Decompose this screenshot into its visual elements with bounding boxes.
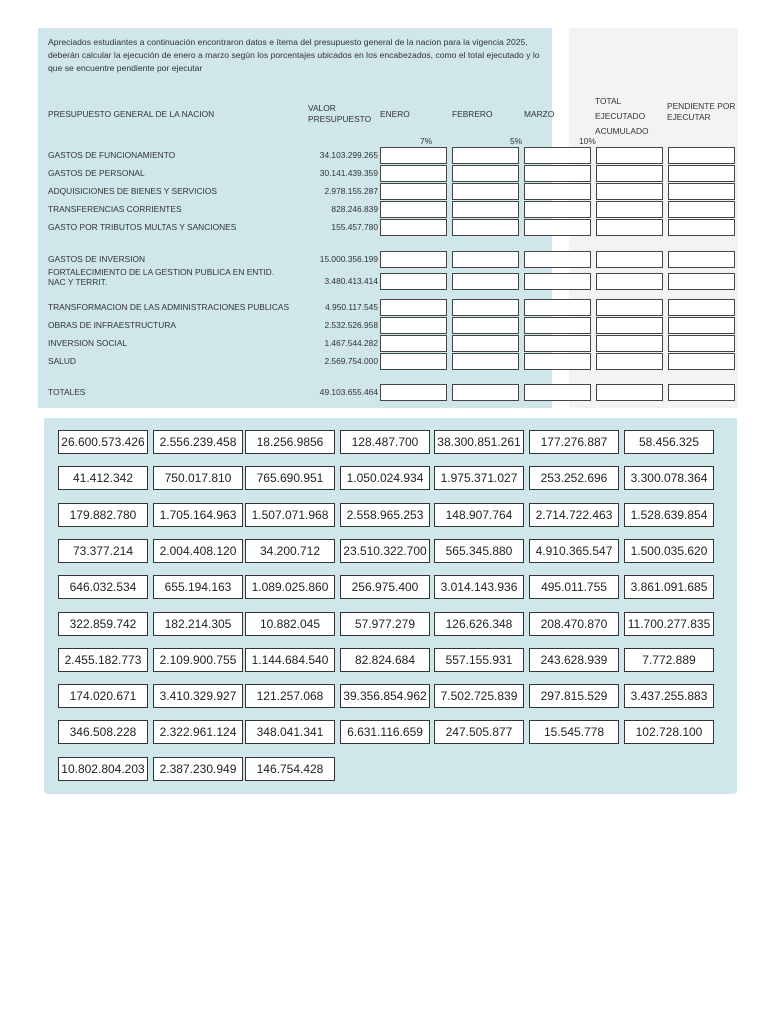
percent-febrero: 5% [510, 136, 523, 146]
answer-card[interactable]: 15.545.778 [529, 720, 619, 744]
answer-input-cell[interactable] [524, 251, 591, 268]
answer-card[interactable]: 565.345.880 [434, 539, 524, 563]
answer-input-cell[interactable] [452, 201, 519, 218]
row-value: 155.457.780 [331, 222, 378, 232]
row-label: OBRAS DE INFRAESTRUCTURA [48, 320, 176, 330]
answer-card[interactable]: 2.004.408.120 [153, 539, 243, 563]
answer-input-cell[interactable] [668, 251, 735, 268]
answer-input-cell[interactable] [452, 299, 519, 316]
answer-input-cell[interactable] [524, 147, 591, 164]
answer-card[interactable]: 1.500.035.620 [624, 539, 714, 563]
answer-card[interactable]: 2.387.230.949 [153, 757, 243, 781]
answer-card[interactable]: 7.502.725.839 [434, 684, 524, 708]
answer-card[interactable]: 102.728.100 [624, 720, 714, 744]
row-label: GASTO POR TRIBUTOS MULTAS Y SANCIONES [48, 222, 237, 232]
answer-input-cell[interactable] [380, 273, 447, 290]
answer-input-cell[interactable] [596, 353, 663, 370]
answer-card[interactable]: 57.977.279 [340, 612, 430, 636]
answer-card[interactable]: 1.507.071.968 [245, 503, 335, 527]
answer-card[interactable]: 348.041.341 [245, 720, 335, 744]
answer-card[interactable]: 1.705.164.963 [153, 503, 243, 527]
answer-input-cell[interactable] [452, 273, 519, 290]
answer-card[interactable]: 655.194.163 [153, 575, 243, 599]
answer-input-cell[interactable] [380, 147, 447, 164]
answer-input-cell[interactable] [380, 165, 447, 182]
answer-input-cell[interactable] [380, 317, 447, 334]
answer-card[interactable]: 7.772.889 [624, 648, 714, 672]
answer-card[interactable]: 1.975.371.027 [434, 466, 524, 490]
answer-card[interactable]: 41.412.342 [58, 466, 148, 490]
answer-card[interactable]: 58.456.325 [624, 430, 714, 454]
answer-input-cell[interactable] [524, 165, 591, 182]
answer-card[interactable]: 38.300.851.261 [434, 430, 524, 454]
answer-card[interactable]: 10.882.045 [245, 612, 335, 636]
answer-card[interactable]: 73.377.214 [58, 539, 148, 563]
answer-input-cell[interactable] [524, 317, 591, 334]
row-value: 15.000.356.199 [319, 254, 378, 264]
answer-card[interactable]: 208.470.870 [529, 612, 619, 636]
answer-card[interactable]: 18.256.9856 [245, 430, 335, 454]
percent-marzo: 10% [579, 136, 596, 146]
answer-input-cell[interactable] [596, 165, 663, 182]
answer-card[interactable]: 2.455.182.773 [58, 648, 148, 672]
answer-input-cell[interactable] [380, 384, 447, 401]
answer-input-cell[interactable] [452, 165, 519, 182]
answer-card[interactable]: 2.558.965.253 [340, 503, 430, 527]
answer-input-cell[interactable] [596, 335, 663, 352]
answer-input-cell[interactable] [668, 183, 735, 200]
answer-card[interactable]: 148.907.764 [434, 503, 524, 527]
answer-card[interactable]: 1.089.025.860 [245, 575, 335, 599]
answer-card[interactable]: 179.882.780 [58, 503, 148, 527]
answer-card[interactable]: 2.109.900.755 [153, 648, 243, 672]
answer-input-cell[interactable] [524, 384, 591, 401]
answer-input-cell[interactable] [452, 147, 519, 164]
answer-card[interactable]: 346.508.228 [58, 720, 148, 744]
row-label: GASTOS DE FUNCIONAMIENTO [48, 150, 176, 160]
header-enero: ENERO [380, 109, 410, 119]
answer-input-cell[interactable] [596, 219, 663, 236]
answer-card[interactable]: 646.032.534 [58, 575, 148, 599]
answer-card[interactable]: 121.257.068 [245, 684, 335, 708]
answer-input-cell[interactable] [524, 353, 591, 370]
answer-card[interactable]: 174.020.671 [58, 684, 148, 708]
row-label: FORTALECIMIENTO DE LA GESTION PUBLICA EN ENTID. NAC Y TERRIT. [48, 267, 275, 287]
answer-card[interactable]: 750.017.810 [153, 466, 243, 490]
answer-card[interactable]: 256.975.400 [340, 575, 430, 599]
answer-card[interactable]: 247.505.877 [434, 720, 524, 744]
row-label: SALUD [48, 356, 76, 366]
answer-card[interactable]: 322.859.742 [58, 612, 148, 636]
answer-input-cell[interactable] [380, 219, 447, 236]
answer-input-cell[interactable] [596, 251, 663, 268]
answer-input-cell[interactable] [524, 273, 591, 290]
row-value: 4.950.117.545 [325, 302, 378, 312]
answer-card[interactable]: 4.910.365.547 [529, 539, 619, 563]
answer-card[interactable]: 3.410.329.927 [153, 684, 243, 708]
row-value: 2.569.754.000 [324, 356, 378, 366]
row-value: 2.532.526.958 [324, 320, 378, 330]
row-value: 828.246.839 [331, 204, 378, 214]
row-label: TRANSFERENCIAS CORRIENTES [48, 204, 182, 214]
answer-card[interactable]: 3.300.078.364 [624, 466, 714, 490]
answer-input-cell[interactable] [452, 219, 519, 236]
answer-input-cell[interactable] [452, 317, 519, 334]
header-item: PRESUPUESTO GENERAL DE LA NACION [48, 109, 215, 119]
header-valor: VALOR PRESUPUESTO [308, 103, 372, 124]
answer-input-cell[interactable] [524, 219, 591, 236]
answer-card[interactable]: 146.754.428 [245, 757, 335, 781]
row-label: GASTOS DE PERSONAL [48, 168, 145, 178]
answer-input-cell[interactable] [668, 299, 735, 316]
header-total: TOTAL EJECUTADO ACUMULADO [595, 96, 649, 136]
answer-input-cell[interactable] [668, 201, 735, 218]
answer-card[interactable]: 3.014.143.936 [434, 575, 524, 599]
answer-input-cell[interactable] [452, 384, 519, 401]
answer-input-cell[interactable] [380, 251, 447, 268]
answer-input-cell[interactable] [596, 299, 663, 316]
answer-card[interactable]: 126.626.348 [434, 612, 524, 636]
answer-input-cell[interactable] [596, 183, 663, 200]
row-value: 30.141.439.359 [319, 168, 378, 178]
answer-card[interactable]: 2.322.961.124 [153, 720, 243, 744]
answer-card[interactable]: 3.861.091.685 [624, 575, 714, 599]
answer-input-cell[interactable] [668, 165, 735, 182]
row-value: 34.103.299.265 [319, 150, 378, 160]
answer-card[interactable]: 6.631.116.659 [340, 720, 430, 744]
answer-input-cell[interactable] [524, 299, 591, 316]
row-value: 2.978.155.287 [324, 186, 378, 196]
row-value: 3.480.413.414 [324, 276, 378, 286]
answer-input-cell[interactable] [668, 219, 735, 236]
answer-input-cell[interactable] [596, 384, 663, 401]
answer-card[interactable]: 10.802.804.203 [58, 757, 148, 781]
answer-input-cell[interactable] [596, 317, 663, 334]
answer-input-cell[interactable] [596, 201, 663, 218]
answer-input-cell[interactable] [452, 183, 519, 200]
answer-input-cell[interactable] [668, 353, 735, 370]
row-value: 49.103.655.464 [319, 387, 378, 397]
answer-input-cell[interactable] [452, 251, 519, 268]
answer-card[interactable]: 128.487.700 [340, 430, 430, 454]
header-pendiente: PENDIENTE POR EJECUTAR [667, 101, 736, 122]
answer-cards-panel [44, 418, 737, 794]
answer-card[interactable]: 177.276.887 [529, 430, 619, 454]
answer-card[interactable]: 26.600.573.426 [58, 430, 148, 454]
answer-input-cell[interactable] [452, 335, 519, 352]
answer-card[interactable]: 11.700.277.835 [624, 612, 714, 636]
row-label: ADQUISICIONES DE BIENES Y SERVICIOS [48, 186, 217, 196]
answer-card[interactable]: 243.628.939 [529, 648, 619, 672]
answer-input-cell[interactable] [668, 273, 735, 290]
answer-input-cell[interactable] [668, 147, 735, 164]
answer-card[interactable]: 2.556.239.458 [153, 430, 243, 454]
answer-card[interactable]: 557.155.931 [434, 648, 524, 672]
header-febrero: FEBRERO [452, 109, 493, 119]
answer-input-cell[interactable] [668, 335, 735, 352]
answer-card[interactable]: 1.528.639.854 [624, 503, 714, 527]
percent-enero: 7% [420, 136, 433, 146]
answer-card[interactable]: 765.690.951 [245, 466, 335, 490]
answer-input-cell[interactable] [524, 201, 591, 218]
row-label: TRANSFORMACION DE LAS ADMINISTRACIONES PUBLICAS [48, 302, 290, 312]
answer-input-cell[interactable] [380, 201, 447, 218]
row-label: TOTALES [48, 387, 86, 397]
row-label: GASTOS DE INVERSION [48, 254, 146, 264]
answer-card[interactable]: 34.200.712 [245, 539, 335, 563]
answer-card[interactable]: 23.510.322.700 [340, 539, 430, 563]
answer-card[interactable]: 3.437.255.883 [624, 684, 714, 708]
answer-card[interactable]: 82.824.684 [340, 648, 430, 672]
answer-input-cell[interactable] [380, 335, 447, 352]
answer-card[interactable]: 495.011.755 [529, 575, 619, 599]
answer-card[interactable]: 39.356.854.962 [340, 684, 430, 708]
answer-input-cell[interactable] [668, 384, 735, 401]
budget-worksheet [38, 28, 738, 408]
answer-card[interactable]: 182.214.305 [153, 612, 243, 636]
answer-card[interactable]: 2.714.722.463 [529, 503, 619, 527]
answer-input-cell[interactable] [596, 147, 663, 164]
answer-card[interactable]: 253.252.696 [529, 466, 619, 490]
answer-card[interactable]: 297.815.529 [529, 684, 619, 708]
answer-input-cell[interactable] [452, 353, 519, 370]
answer-input-cell[interactable] [668, 317, 735, 334]
answer-input-cell[interactable] [524, 183, 591, 200]
instructions-text: Apreciados estudiantes a continuación encontraron datos e ítema del presupuesto general de la nacion para la vigencia 2025, deberán calcular la ejecución de enero a marzo según los porcentajes ubicados en los encabezados, como el total ejecutado y lo que se encuentre pendiente por ejecutar [48, 37, 540, 73]
header-marzo: MARZO [524, 109, 555, 119]
answer-input-cell[interactable] [596, 273, 663, 290]
answer-card[interactable]: 1.050.024.934 [340, 466, 430, 490]
answer-input-cell[interactable] [380, 183, 447, 200]
row-value: 1.467.544.282 [324, 338, 378, 348]
row-label: INVERSION SOCIAL [48, 338, 128, 348]
answer-input-cell[interactable] [524, 335, 591, 352]
answer-card[interactable]: 1.144.684.540 [245, 648, 335, 672]
answer-input-cell[interactable] [380, 353, 447, 370]
answer-input-cell[interactable] [380, 299, 447, 316]
